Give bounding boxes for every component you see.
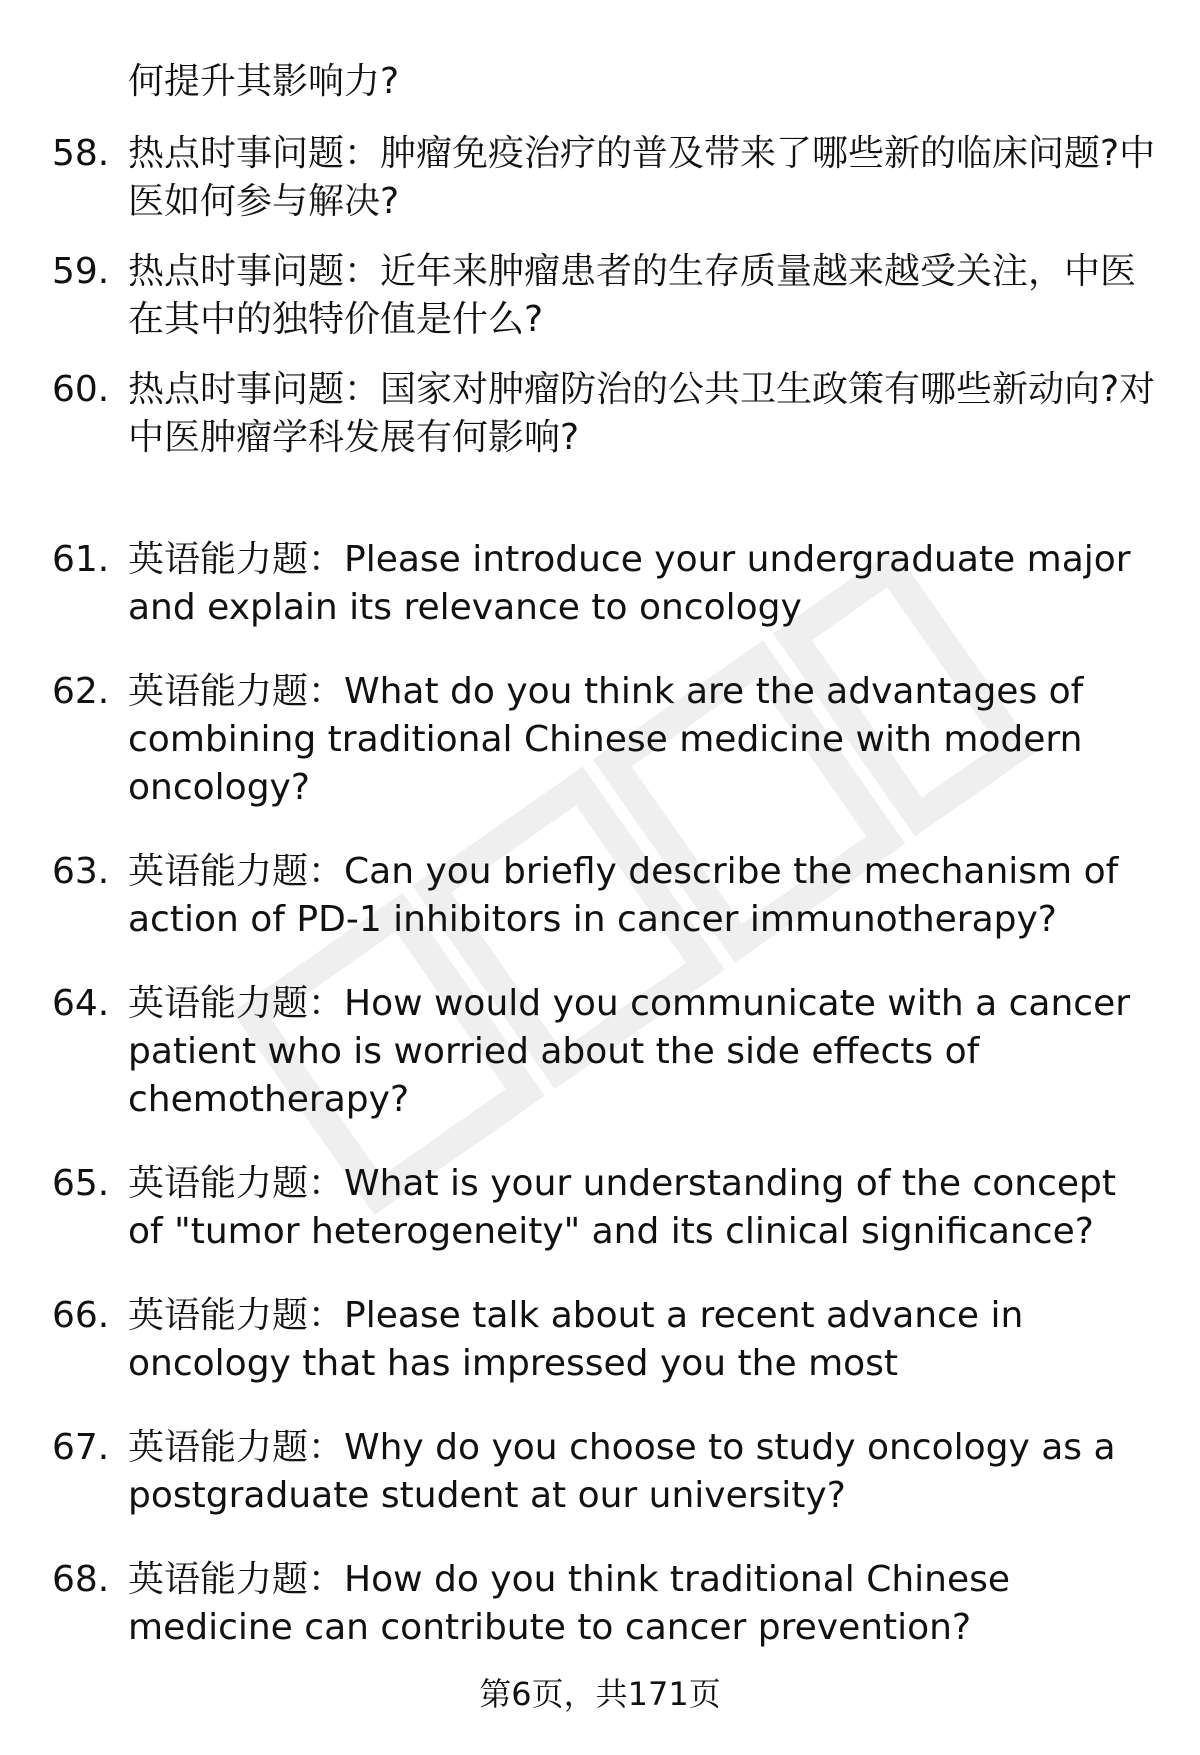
- question-item: [52, 536, 1162, 632]
- question-item: [52, 980, 1162, 1124]
- question-item: [52, 668, 1162, 812]
- question-item: [52, 1292, 1162, 1388]
- page-number-footer: 第6页，共171页: [479, 1675, 721, 1713]
- question-number: 62.: [52, 671, 110, 712]
- question-text: 英语能力题：Why do you choose to study oncology as a postgraduate student at our university?: [128, 1427, 1116, 1516]
- question-number: 65.: [52, 1163, 110, 1204]
- question-number: 60.: [52, 369, 110, 410]
- question-item: [52, 1556, 1162, 1652]
- question-number: 67.: [52, 1427, 110, 1468]
- question-number: 63.: [52, 851, 110, 892]
- question-text: 热点时事问题：肿瘤免疫治疗的普及带来了哪些新的临床问题?中医如何参与解决?: [128, 133, 1156, 222]
- question-number: 66.: [52, 1295, 110, 1336]
- question-text: 英语能力题：What do you think are the advantages of combining traditional Chinese medicine with modern oncology?: [128, 671, 1084, 808]
- question-text: 英语能力题：What is your understanding of the concept of "tumor heterogeneity" and its clinical significance?: [128, 1163, 1116, 1252]
- question-number: 59.: [52, 251, 110, 292]
- question-item: [52, 366, 1162, 462]
- question-item: [52, 1160, 1162, 1256]
- continued-question-text: 何提升其影响力?: [128, 61, 400, 102]
- question-number: 61.: [52, 539, 110, 580]
- question-item: [52, 1424, 1162, 1520]
- question-text: 英语能力题：How would you communicate with a cancer patient who is worried about the side effects of chemotherapy?: [128, 983, 1131, 1120]
- question-text: 英语能力题：Please talk about a recent advance in oncology that has impressed you the most: [128, 1295, 1024, 1384]
- question-text: 英语能力题：Please introduce your undergraduate major and explain its relevance to oncology: [128, 539, 1131, 628]
- question-number: 58.: [52, 133, 110, 174]
- question-number: 64.: [52, 983, 110, 1024]
- question-text: 热点时事问题：国家对肿瘤防治的公共卫生政策有哪些新动向?对中医肿瘤学科发展有何影响?: [128, 369, 1156, 458]
- question-text: 英语能力题：How do you think traditional Chinese medicine can contribute to cancer prevention?: [128, 1559, 1011, 1648]
- question-item: [52, 130, 1162, 226]
- question-item: [52, 848, 1162, 944]
- question-text: 英语能力题：Can you briefly describe the mechanism of action of PD-1 inhibitors in cancer immunotherapy?: [128, 851, 1119, 940]
- question-item: [52, 248, 1162, 344]
- question-text: 热点时事问题：近年来肿瘤患者的生存质量越来越受关注，中医在其中的独特价值是什么?: [128, 251, 1137, 340]
- question-number: 68.: [52, 1559, 110, 1600]
